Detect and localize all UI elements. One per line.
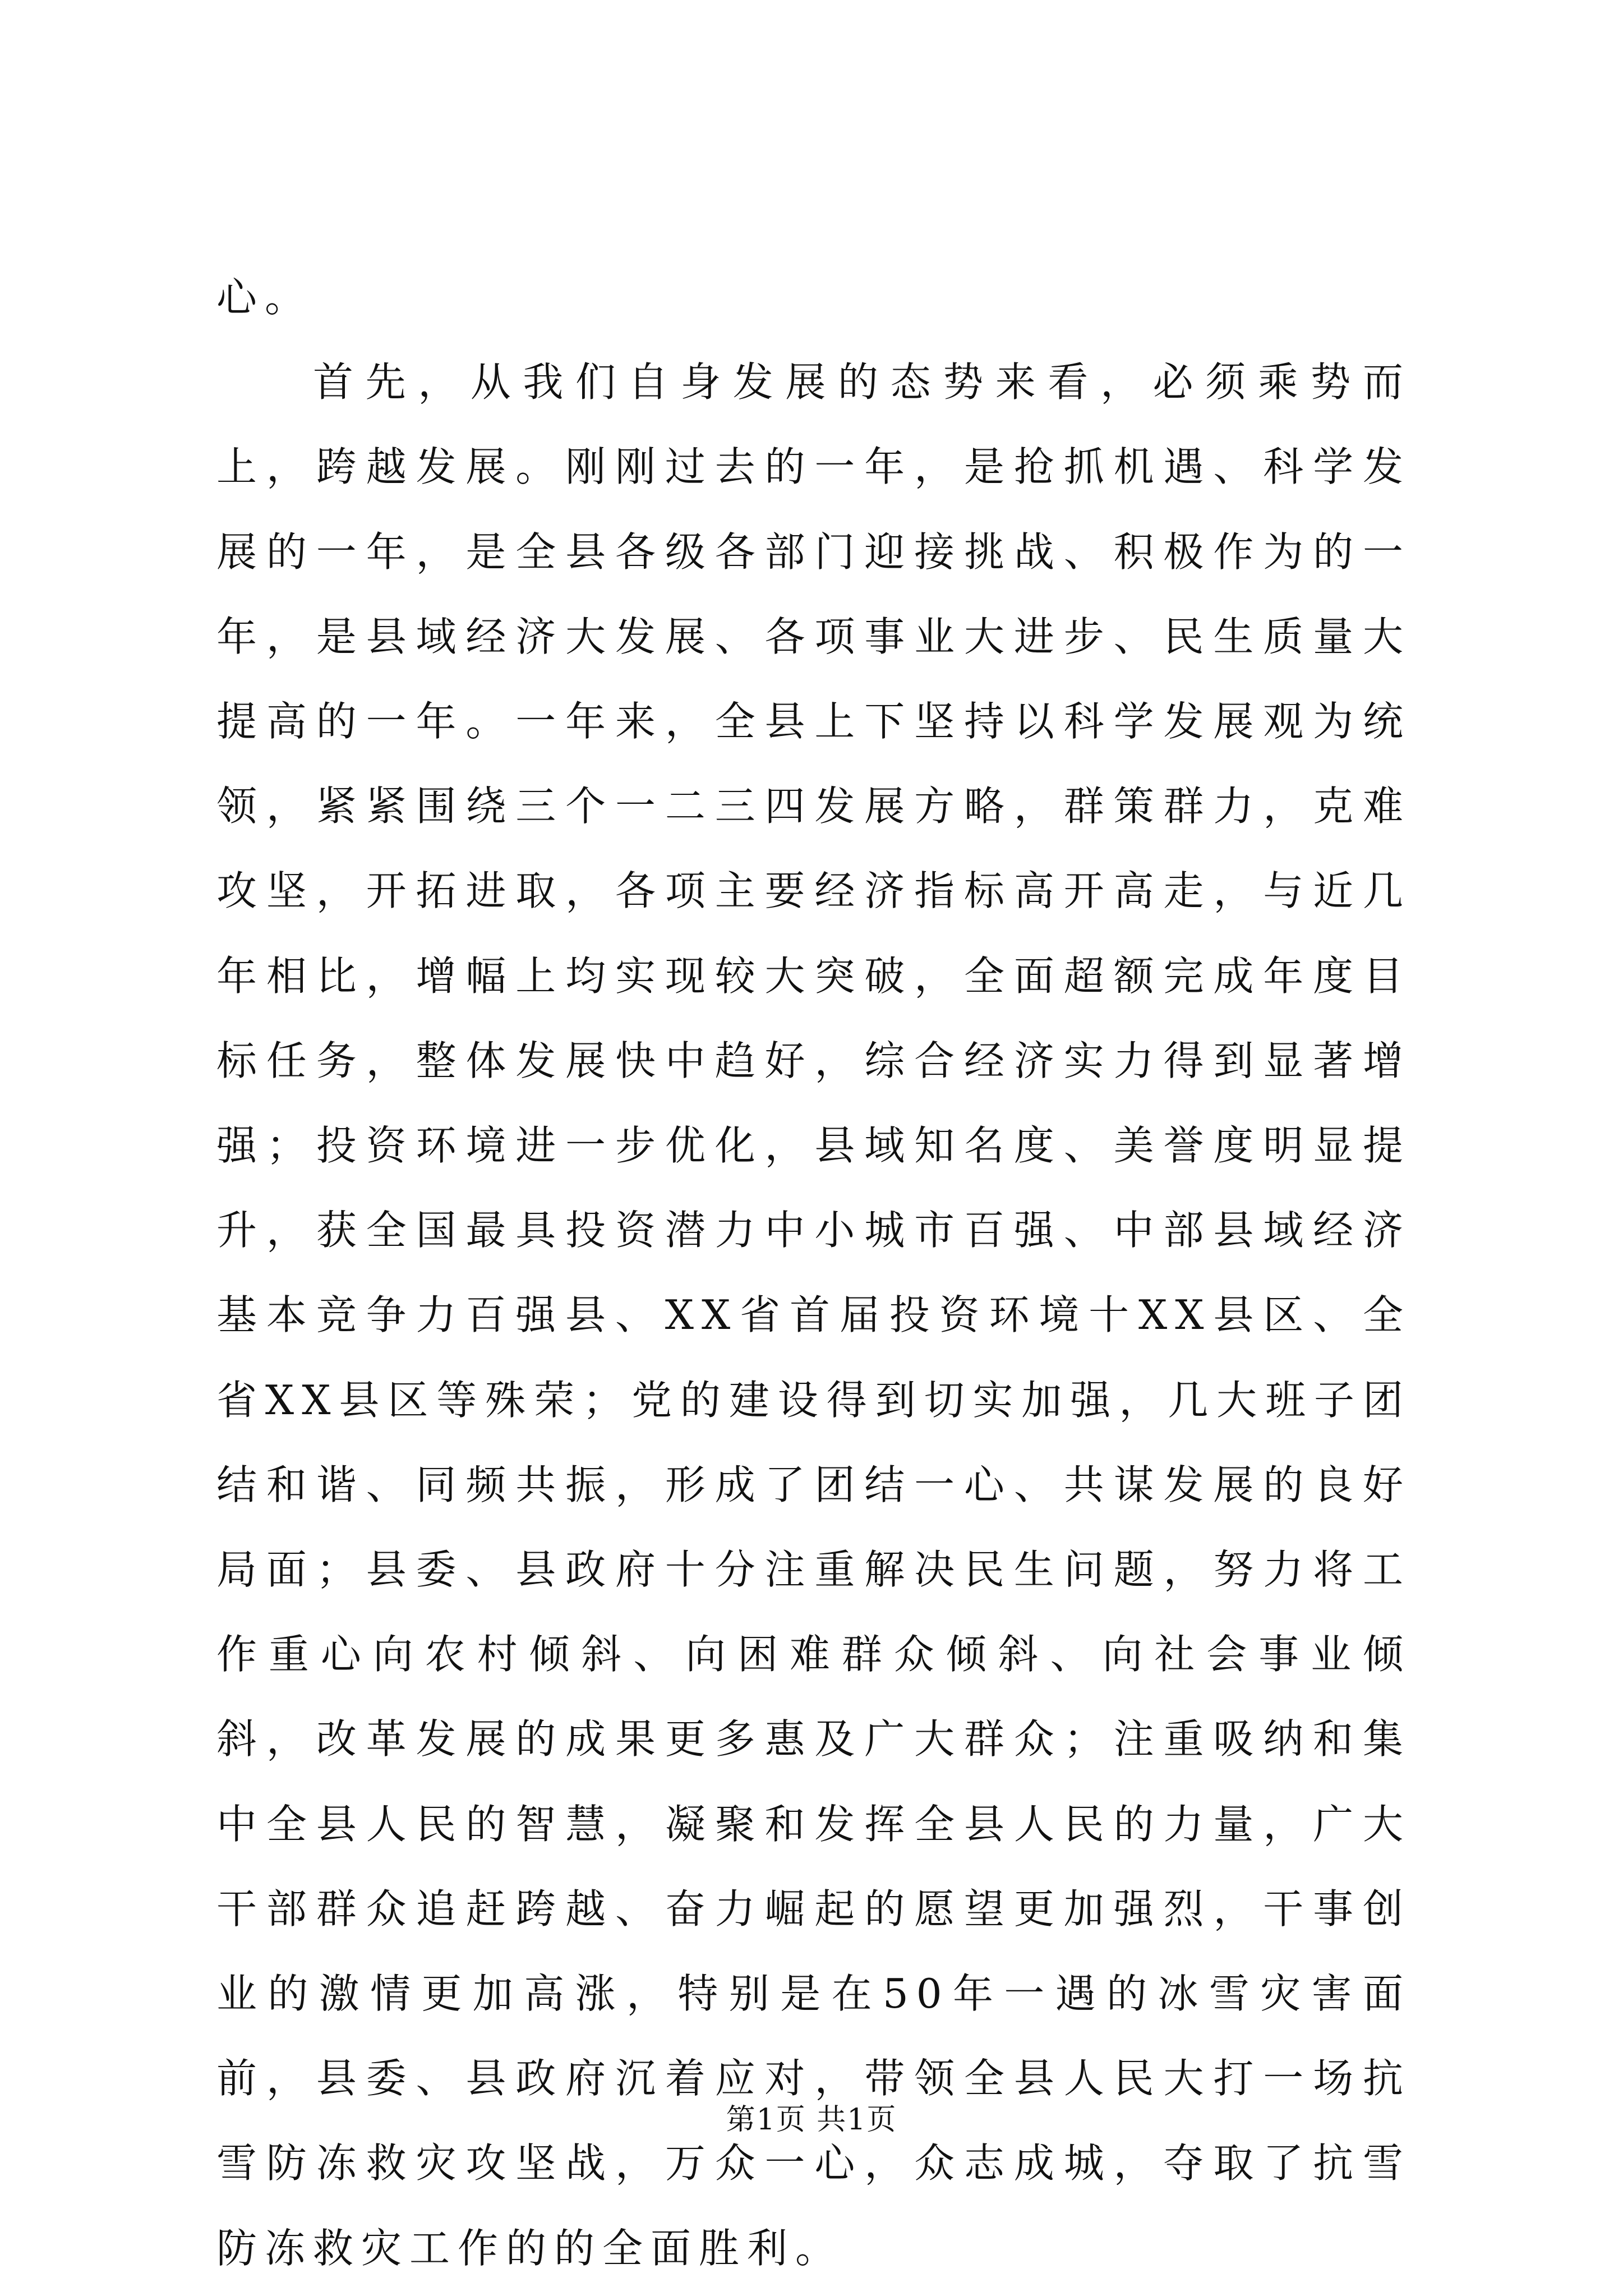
paragraph-development-momentum: 首先，从我们自身发展的态势来看，必须乘势而上，跨越发展。刚刚过去的一年，是抢抓机遇、科学发展的一年，是全县各级各部门迎接挑战、积极作为的一年，是县域经济大发展、各项事业大进步、民生质量大提高的一年。一年来，全县上下坚持以科学发展观为统领，紧紧围绕三个一二三四发展方略，群策群力，克难攻坚，开拓进取，各项主要经济指标高开高走，与近几年相比，增幅上均实现较大突破，全面超额完成年度目标任务，整体发展快中趋好，综合经济实力得到显著增强；投资环境进一步优化，县域知名度、美誉度明显提升，获全国最具投资潜力中小城市百强、中部县域经济基本竞争力百强县、XX省首届投资环境十XX县区、全省XX县区等殊荣；党的建设得到切实加强，几大班子团结和谐、同频共振，形成了团结一心、共谋发展的良好局面；县委、县政府十分注重解决民生问题，努力将工作重心向农村倾斜、向困难群众倾斜、向社会事业倾斜，改革发展的成果更多惠及广大群众；注重吸纳和集中全县人民的智慧，凝聚和发挥全县人民的力量，广大干部群众追赶跨越、奋力崛起的愿望更加强烈，干事创业的激情更加高涨，特别是在50年一遇的冰雪灾害面前，县委、县政府沉着应对，带领全县人民大打一场抗雪防冻救灾攻坚战，万众一心，众志成城，夺取了抗雪防冻救灾工作的的全面胜利。 xyxy=(216,358,1411,2272)
paragraph-continuation: 心。 xyxy=(216,274,313,321)
document-body xyxy=(216,255,1411,2291)
page-footer: 第1页 共1页 xyxy=(726,2103,897,2137)
